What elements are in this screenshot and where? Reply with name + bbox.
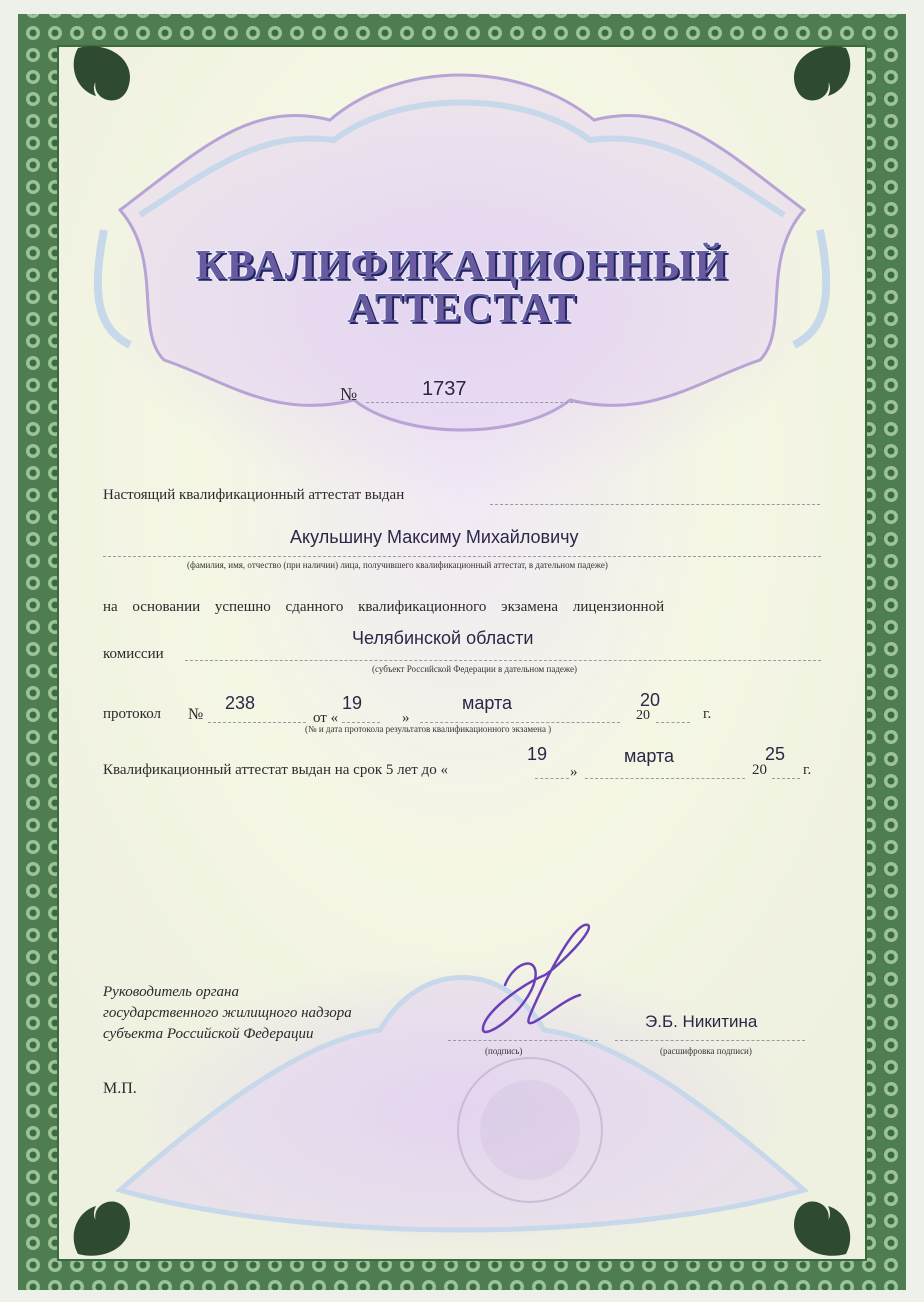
protocol-year-prefix: 20 bbox=[636, 708, 650, 723]
protocol-quote-close: » bbox=[402, 710, 410, 726]
validity-quote-close: » bbox=[570, 764, 578, 780]
protocol-from: от « bbox=[313, 710, 339, 726]
head-line-2: государственного жилищного надзора bbox=[103, 1005, 352, 1021]
protocol-month: марта bbox=[462, 693, 513, 713]
recipient-caption: (фамилия, имя, отчество (при наличии) лица, получившего квалификационный аттестат, в дательном падеже) bbox=[187, 560, 608, 570]
protocol-year-suffix: 20 bbox=[640, 690, 661, 710]
head-line-3: субъекта Российской Федерации bbox=[103, 1026, 314, 1042]
certificate-number: 1737 bbox=[422, 378, 467, 400]
title-line-1: КВАЛИФИКАЦИОННЫЙ bbox=[195, 243, 729, 289]
basis-text: на основании успешно сданного квалификационного экзамена лицензионной bbox=[103, 599, 665, 615]
protocol-day: 19 bbox=[342, 693, 363, 713]
head-line-1: Руководитель органа bbox=[103, 984, 239, 1000]
protocol-number: 238 bbox=[225, 693, 256, 713]
signer-caption: (расшифровка подписи) bbox=[660, 1046, 752, 1056]
protocol-label: протокол bbox=[103, 706, 162, 722]
protocol-caption: (№ и дата протокола результатов квалификационного экзамена ) bbox=[305, 724, 552, 734]
stamp-label: М.П. bbox=[103, 1080, 137, 1097]
validity-text: Квалификационный аттестат выдан на срок 5 лет до « bbox=[103, 762, 448, 778]
protocol-g: г. bbox=[703, 706, 712, 722]
commission-label: комиссии bbox=[103, 646, 164, 662]
recipient-name: Акульшину Максиму Михайловичу bbox=[290, 527, 579, 547]
validity-year-suffix: 25 bbox=[765, 744, 786, 764]
signature-caption: (подпись) bbox=[485, 1046, 523, 1056]
validity-year-prefix: 20 bbox=[752, 762, 767, 778]
validity-g: г. bbox=[803, 762, 812, 778]
validity-month: марта bbox=[624, 746, 675, 766]
commission-region: Челябинской области bbox=[352, 628, 534, 648]
title-line-2: АТТЕСТАТ bbox=[347, 286, 577, 332]
commission-caption: (субъект Российской Федерации в дательном падеже) bbox=[372, 664, 577, 674]
signer-name: Э.Б. Никитина bbox=[645, 1012, 758, 1031]
protocol-no-sign: № bbox=[188, 706, 204, 723]
validity-day: 19 bbox=[527, 744, 548, 764]
number-label: № bbox=[340, 384, 358, 404]
issued-label: Настоящий квалификационный аттестат выдан bbox=[103, 487, 405, 503]
